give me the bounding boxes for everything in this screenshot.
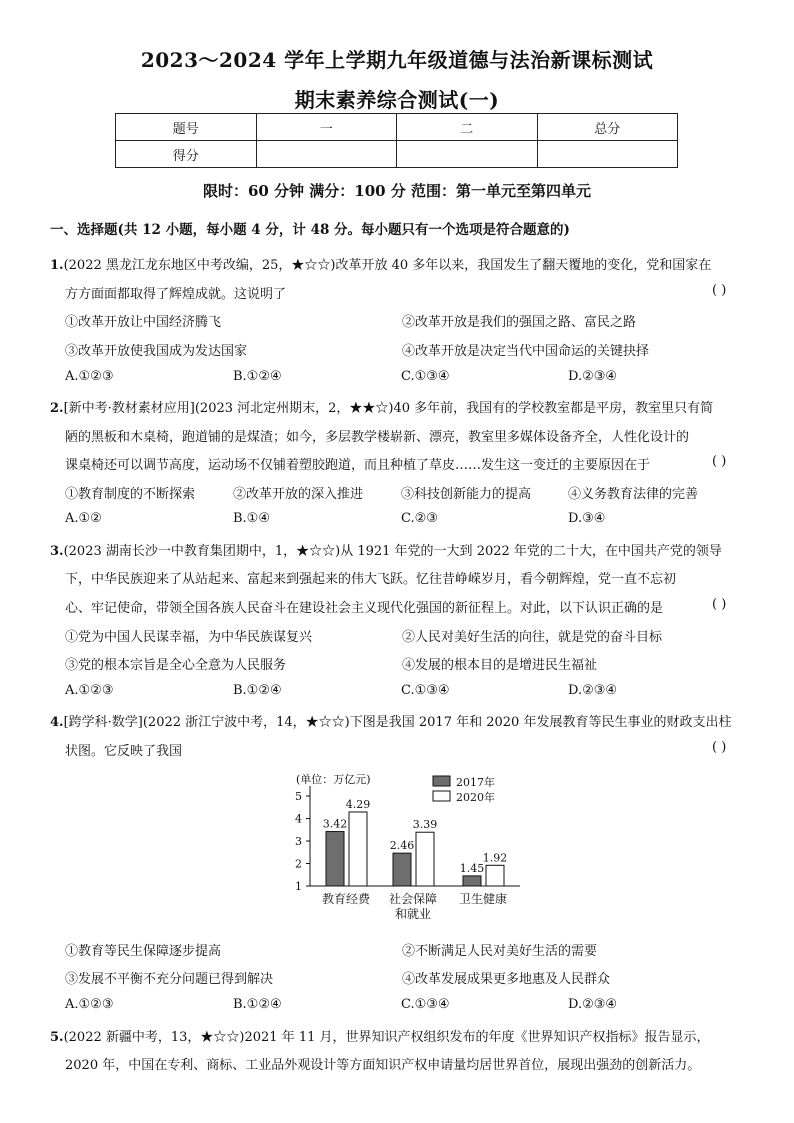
bar-2020年 — [416, 832, 434, 886]
question-number: 1. — [50, 258, 64, 273]
legend-label: 2017年 — [456, 776, 495, 789]
answer-bracket: ( ) — [712, 740, 727, 755]
question-1-line: 方方面面都取得了辉煌成就。这说明了 — [65, 287, 287, 302]
bar-value-label: 3.39 — [412, 818, 438, 832]
statement: ③发展不平衡不充分问题已得到解决 — [65, 972, 274, 987]
x-category-label: 社会保障 — [388, 892, 438, 906]
score-cell: 一 — [256, 114, 397, 141]
choice-c: C.①③④ — [401, 997, 450, 1012]
statement: ①教育制度的不断探索 — [65, 487, 196, 502]
question-5-line — [50, 1026, 710, 1045]
statement: ③科技创新能力的提高 — [401, 487, 532, 502]
choice-c: C.①③④ — [401, 369, 450, 384]
statement: ①教育等民生保障逐步提高 — [65, 944, 222, 959]
bar-value-label: 4.29 — [345, 797, 371, 811]
statement: ④发展的根本目的是增进民生福祉 — [402, 658, 598, 673]
statement: ④义务教育法律的完善 — [568, 487, 699, 502]
legend-label: 2020年 — [456, 791, 495, 804]
question-3-line — [50, 540, 722, 559]
score-table — [115, 113, 678, 168]
score-table-header-row — [116, 114, 678, 141]
choice-d: D.②③④ — [568, 997, 618, 1012]
y-tick-label: 5 — [295, 790, 302, 803]
choice-a: A.①② — [65, 511, 102, 526]
statement: ④改革发展成果更多地惠及人民群众 — [402, 972, 611, 987]
answer-bracket: ( ) — [712, 283, 727, 298]
bar-value-label: 3.42 — [322, 817, 348, 831]
bar-2020年 — [349, 812, 367, 886]
exam-subtitle: 期末素养综合测试(一) — [294, 88, 500, 112]
x-category-label: 教育经费 — [321, 892, 371, 906]
score-cell — [397, 141, 538, 168]
statement: ①改革开放让中国经济腾飞 — [65, 315, 222, 330]
question-number: 4. — [50, 715, 64, 730]
question-text: [跨学科·数学](2022 浙江宁波中考，14，★☆☆)下图是我国 2017 年和 2020 年发展教育等民生事业的财政支出柱 — [63, 715, 732, 730]
score-cell: 题号 — [116, 114, 257, 141]
y-tick-label: 1 — [295, 880, 302, 893]
question-2-line: 陋的黑板和木桌椅，跑道铺的是煤渣；如今，多层教学楼崭新、漂亮，教室里多媒体设备齐全，人性化设计的 — [65, 430, 690, 445]
choice-b: B.①④ — [233, 511, 270, 526]
bar-2017年 — [326, 832, 344, 886]
question-4-line: 状图。它反映了我国 — [65, 744, 183, 759]
choice-a: A.①②③ — [65, 683, 114, 698]
score-cell: 得分 — [116, 141, 257, 168]
question-number: 2. — [50, 401, 64, 416]
statement: ③改革开放使我国成为发达国家 — [65, 344, 248, 359]
y-tick-label: 4 — [295, 812, 302, 826]
legend-swatch — [433, 776, 450, 786]
choice-b: B.①②④ — [233, 683, 282, 698]
exam-limit-info: 限时：60 分钟 满分：100 分 范围：第一单元至第四单元 — [202, 182, 592, 200]
statement: ④改革开放是决定当代中国命运的关键抉择 — [402, 344, 650, 359]
section-heading: 一、选择题(共 12 小题，每小题 4 分，计 48 分。每小题只有一个选项是符合题意的) — [50, 222, 570, 238]
question-number: 5. — [50, 1030, 64, 1045]
question-2-line: 课桌椅还可以调节高度，运动场不仅铺着塑胶跑道，而且种植了草皮……发生这一变迁的主要原因在于 — [65, 458, 651, 473]
question-2-line — [50, 397, 713, 416]
statement: ②改革开放是我们的强国之路、富民之路 — [402, 315, 637, 330]
question-number: 3. — [50, 544, 64, 559]
bar-2020年 — [486, 865, 504, 886]
question-1-line — [50, 254, 711, 273]
choice-a: A.①②③ — [65, 369, 114, 384]
statement: ②人民对美好生活的向往，就是党的奋斗目标 — [402, 630, 663, 645]
answer-bracket: ( ) — [712, 454, 727, 469]
question-text: (2022 黑龙江龙东地区中考改编，25，★☆☆)改革开放 40 多年以来，我国发生了翻天覆地的变化，党和国家在 — [63, 258, 712, 273]
choice-c: C.②③ — [401, 511, 438, 526]
choice-b: B.①②④ — [233, 369, 282, 384]
choice-d: D.③④ — [568, 511, 606, 526]
score-cell: 二 — [397, 114, 538, 141]
legend-swatch — [433, 791, 450, 801]
x-category-label: 和就业 — [394, 907, 432, 921]
bar-2017年 — [463, 876, 481, 886]
y-tick-label: 3 — [295, 835, 302, 848]
statement: ③党的根本宗旨是全心全意为人民服务 — [65, 658, 287, 673]
y-tick-label: 2 — [295, 857, 302, 871]
exam-title: 2023～2024 学年上学期九年级道德与法治新课标测试 — [140, 48, 654, 72]
choice-d: D.②③④ — [568, 369, 618, 384]
choice-d: D.②③④ — [568, 683, 618, 698]
question-3-line: 下，中华民族迎来了从站起来、富起来到强起来的伟大飞跃。忆往昔峥嵘岁月，看今朝辉煌，党一直不忘初 — [65, 572, 677, 587]
question-text: (2022 新疆中考，13，★☆☆)2021 年 11 月，世界知识产权组织发布的年度《世界知识产权指标》报告显示， — [63, 1030, 710, 1045]
statement: ①党为中国人民谋幸福，为中华民族谋复兴 — [65, 630, 313, 645]
statement: ②不断满足人民对美好生活的需要 — [402, 944, 598, 959]
bar-value-label: 2.46 — [389, 839, 415, 853]
statement: ②改革开放的深入推进 — [233, 487, 364, 502]
score-cell — [537, 141, 678, 168]
score-cell: 总分 — [537, 114, 678, 141]
answer-bracket: ( ) — [712, 597, 727, 612]
bar-value-label: 1.45 — [459, 861, 485, 875]
x-category-label: 卫生健康 — [458, 892, 508, 906]
question-text: [新中考·教材素材应用](2023 河北定州期末，2，★★☆)40 多年前，我国有的学校教室都是平房，教室里只有简 — [63, 401, 714, 416]
score-cell — [256, 141, 397, 168]
question-5-line: 2020 年，中国在专利、商标、工业品外观设计等方面知识产权申请量均居世界首位，展现出强劲的创新活力。 — [65, 1058, 701, 1073]
choice-b: B.①②④ — [233, 997, 282, 1012]
bar-2017年 — [393, 853, 411, 886]
chart-unit-label: (单位：万亿元) — [296, 773, 371, 786]
score-table-score-row — [116, 141, 678, 168]
choice-c: C.①③④ — [401, 683, 450, 698]
bar-value-label: 1.92 — [482, 851, 508, 865]
bar-chart — [270, 768, 530, 928]
choice-a: A.①②③ — [65, 997, 114, 1012]
question-4-line — [50, 711, 731, 730]
question-3-line: 心、牢记使命，带领全国各族人民奋斗在建设社会主义现代化强国的新征程上。对此，以下认识正确的是 — [65, 601, 664, 616]
question-text: (2023 湖南长沙一中教育集团期中，1，★☆☆)从 1921 年党的一大到 2022 年党的二十大，在中国共产党的领导 — [63, 544, 722, 559]
